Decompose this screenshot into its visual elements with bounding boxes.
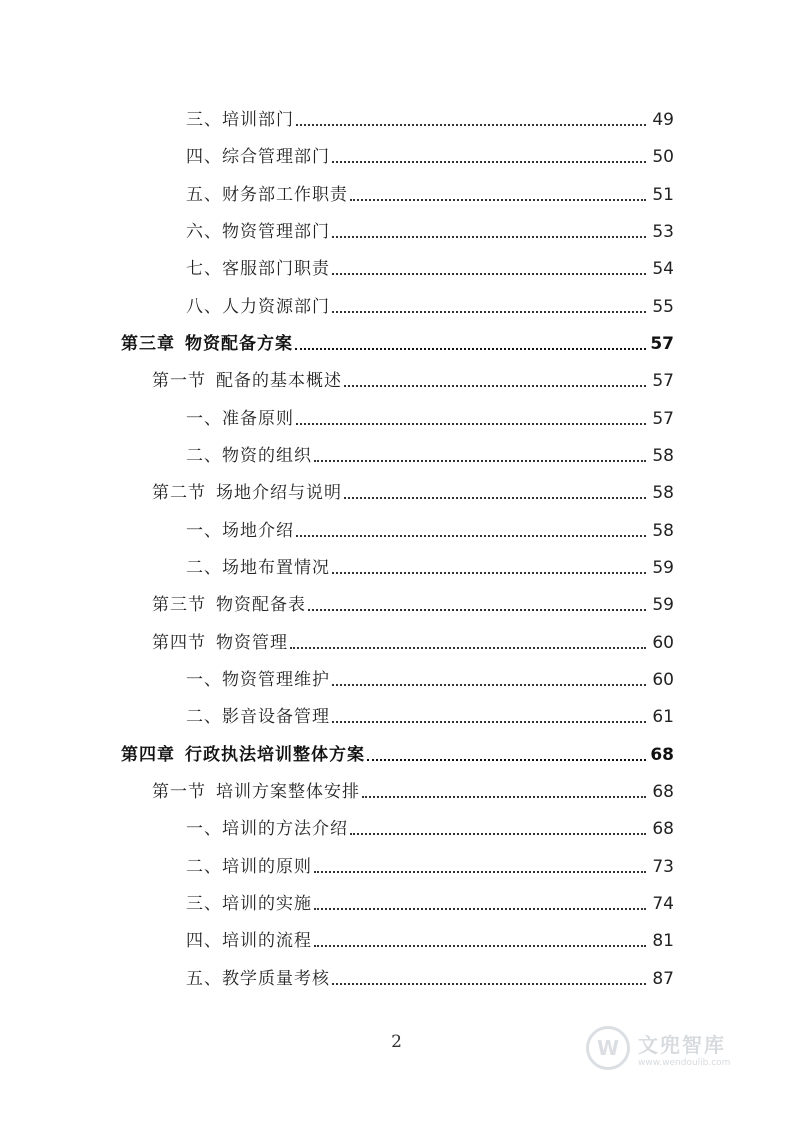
toc-section-entry[interactable]	[152, 363, 674, 391]
dot-leader	[367, 758, 646, 761]
section-number: 第四节	[152, 633, 206, 653]
toc-entry-page: 57	[652, 409, 674, 429]
watermark-title: 文兜智库	[638, 1032, 726, 1057]
dot-leader	[308, 608, 646, 611]
toc-entry-page: 54	[652, 259, 674, 279]
toc-entry-title	[152, 782, 360, 802]
section-number: 第一节	[152, 782, 206, 802]
toc-entry[interactable]	[186, 289, 674, 317]
toc-entry[interactable]	[186, 139, 674, 167]
section-title: 场地介绍与说明	[216, 483, 342, 503]
toc-entry-page: 59	[652, 558, 674, 578]
toc-entry[interactable]	[186, 251, 674, 279]
dot-leader	[344, 384, 646, 387]
dot-leader	[332, 310, 646, 313]
toc-entry[interactable]	[186, 961, 674, 989]
toc-section-entry[interactable]	[152, 587, 674, 615]
toc-entry-page: 58	[652, 483, 674, 503]
section-number: 第二节	[152, 483, 206, 503]
chapter-number: 第四章	[121, 745, 175, 765]
chapter-number: 第三章	[121, 334, 175, 354]
toc-entry-title: 六、物资管理部门	[186, 222, 330, 242]
toc-entry-page: 49	[652, 110, 674, 130]
toc-entry[interactable]	[186, 401, 674, 429]
toc-entry-page: 58	[652, 521, 674, 541]
toc-entry[interactable]	[186, 699, 674, 727]
toc-entry-title: 四、培训的流程	[186, 931, 312, 951]
toc-entry[interactable]	[186, 886, 674, 914]
toc-entry-page: 50	[652, 147, 674, 167]
section-number: 第三节	[152, 595, 206, 615]
dot-leader	[332, 272, 646, 275]
toc-entry-title: 二、影音设备管理	[186, 707, 330, 727]
chapter-title: 行政执法培训整体方案	[185, 745, 365, 765]
toc-entry-title: 二、场地布置情况	[186, 558, 330, 578]
dot-leader	[296, 422, 646, 425]
toc-entry-title	[152, 595, 306, 615]
toc-entry[interactable]	[186, 849, 674, 877]
dot-leader	[332, 683, 646, 686]
dot-leader	[314, 944, 646, 947]
toc-entry[interactable]	[186, 214, 674, 242]
dot-leader	[362, 795, 646, 798]
section-number: 第一节	[152, 371, 206, 391]
toc-entry-title: 一、准备原则	[186, 409, 294, 429]
dot-leader	[350, 832, 646, 835]
dot-leader	[314, 870, 646, 873]
dot-leader	[290, 646, 646, 649]
toc-entry[interactable]	[186, 923, 674, 951]
toc-entry-title: 一、物资管理维护	[186, 670, 330, 690]
dot-leader	[344, 496, 646, 499]
toc-entry-page: 68	[652, 782, 674, 802]
watermark-url: www.wendoulib.com	[638, 1057, 731, 1068]
toc-chapter-entry[interactable]	[121, 326, 674, 354]
toc-entry-page: 60	[652, 670, 674, 690]
wendou-logo-icon: W	[586, 1026, 630, 1070]
toc-entry-page: 68	[650, 745, 674, 765]
toc-entry-title	[121, 334, 293, 354]
toc-entry-title	[152, 633, 288, 653]
dot-leader	[314, 459, 646, 462]
toc-entry-title: 三、培训部门	[186, 110, 294, 130]
section-title: 配备的基本概述	[216, 371, 342, 391]
toc-entry-title	[121, 745, 365, 765]
toc-entry-title: 八、人力资源部门	[186, 297, 330, 317]
toc-entry-page: 60	[652, 633, 674, 653]
dot-leader	[350, 198, 646, 201]
toc-entry-page: 81	[652, 931, 674, 951]
dot-leader	[295, 347, 646, 350]
toc-entry-page: 68	[652, 819, 674, 839]
toc-entry-page: 59	[652, 595, 674, 615]
toc-entry-page: 58	[652, 446, 674, 466]
toc-entry-title: 二、物资的组织	[186, 446, 312, 466]
toc-entry-title: 三、培训的实施	[186, 894, 312, 914]
dot-leader	[332, 235, 646, 238]
toc-entry[interactable]	[186, 550, 674, 578]
toc-entry[interactable]	[186, 811, 674, 839]
toc-section-entry[interactable]	[152, 475, 674, 503]
toc-entry-title	[152, 371, 342, 391]
toc-entry-title	[152, 483, 342, 503]
toc-entry[interactable]	[186, 513, 674, 541]
chapter-title: 物资配备方案	[185, 334, 293, 354]
section-title: 物资配备表	[216, 595, 306, 615]
page-number: 2	[391, 1032, 402, 1052]
toc-entry-title: 五、教学质量考核	[186, 969, 330, 989]
section-title: 培训方案整体安排	[216, 782, 360, 802]
dot-leader	[332, 160, 646, 163]
dot-leader	[332, 982, 646, 985]
toc-entry-page: 74	[652, 894, 674, 914]
toc-entry-page: 57	[650, 334, 674, 354]
toc-entry-page: 53	[652, 222, 674, 242]
toc-entry[interactable]	[186, 662, 674, 690]
toc-entry[interactable]	[186, 438, 674, 466]
toc-section-entry[interactable]	[152, 625, 674, 653]
toc-section-entry[interactable]	[152, 774, 674, 802]
toc-entry-title: 四、综合管理部门	[186, 147, 330, 167]
toc-entry-title: 二、培训的原则	[186, 857, 312, 877]
toc-entry-page: 55	[652, 297, 674, 317]
dot-leader	[296, 123, 646, 126]
dot-leader	[332, 720, 646, 723]
dot-leader	[296, 534, 646, 537]
toc-entry-title: 一、场地介绍	[186, 521, 294, 541]
toc-entry-page: 51	[652, 185, 674, 205]
toc-entry-title: 一、培训的方法介绍	[186, 819, 348, 839]
toc-entry-title: 七、客服部门职责	[186, 259, 330, 279]
toc-entry-page: 87	[652, 969, 674, 989]
toc-entry[interactable]	[186, 102, 674, 130]
toc-entry-title: 五、财务部工作职责	[186, 185, 348, 205]
toc-entry[interactable]	[186, 177, 674, 205]
watermark	[586, 1020, 766, 1076]
toc-entry-page: 73	[652, 857, 674, 877]
dot-leader	[314, 907, 646, 910]
dot-leader	[332, 571, 646, 574]
toc-entry-page: 57	[652, 371, 674, 391]
toc-chapter-entry[interactable]	[121, 737, 674, 765]
section-title: 物资管理	[216, 633, 288, 653]
toc-entry-page: 61	[652, 707, 674, 727]
